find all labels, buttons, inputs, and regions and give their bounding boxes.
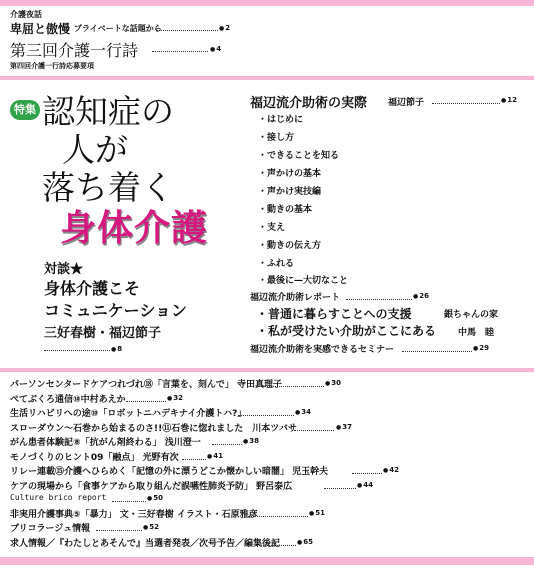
leader-dots <box>152 51 208 52</box>
contents-row-text: 生活リハビリへの途⑩「ロボットニハデキナイ介護トハ?」 <box>10 409 247 419</box>
leader-dots <box>256 545 296 546</box>
contents-row-text: リレー連載⑮介護へひらめく「記憶の外に漂うどこか懐かしい暗闇」 児玉幹夫 <box>10 467 329 477</box>
page-number: ● 30 <box>325 379 341 387</box>
leader-dots <box>294 430 334 431</box>
article-title[interactable]: 卑屈と傲慢 <box>10 22 71 36</box>
jissai-item: ・声かけの基本 <box>258 169 322 179</box>
leader-dots <box>248 516 308 517</box>
leader-dots <box>212 444 242 445</box>
feature-keyword: 身体介護 <box>60 208 209 249</box>
page-number: ● 37 <box>336 423 352 431</box>
contents-row[interactable] <box>10 421 297 434</box>
leader-dots <box>112 501 146 502</box>
jissai-item: ・動きの伝え方 <box>258 241 322 251</box>
leader-dots <box>238 415 294 416</box>
feature-badge: 特集 <box>10 100 40 120</box>
contents-row[interactable] <box>10 406 246 419</box>
contents-row[interactable] <box>10 435 201 448</box>
report-line2-author: 中馬 睦 <box>458 328 495 338</box>
jissai-title[interactable]: 福辺流介助術の実際 <box>250 96 368 111</box>
report-line2[interactable]: ・私が受けたい介助がここにある <box>256 324 437 338</box>
jissai-author: 福辺節子 <box>388 98 425 108</box>
contents-row-text: スローダウン～石巻から始まるのさ!!⑪石巻に惚れました 川本ツバサ <box>10 424 298 434</box>
jissai-item: ・動きの基本 <box>258 205 313 215</box>
poetry-sub: 第四回介護一行詩応募要項 <box>10 62 94 70</box>
jissai-item: ・接し方 <box>258 133 295 143</box>
top-pink-bar <box>0 0 534 6</box>
page-number: ● 51 <box>309 509 325 517</box>
contents-row-text: 非実用介護事典⑤「暴力」 文・三好春樹 イラスト・石原雅彦 <box>10 510 258 520</box>
jissai-item: ・声かけ実技編 <box>258 187 322 197</box>
jissai-item: ・支え <box>258 223 286 233</box>
contents-row-text: Culture brico report <box>10 493 107 502</box>
leader-dots <box>256 386 324 387</box>
jissai-item: ・できることを知る <box>258 151 340 161</box>
page-number: ● 44 <box>357 481 373 489</box>
page-number: ● 42 <box>383 466 399 474</box>
contents-row-text: 求人情報／『わたしとあそんで』当選者発表／次号予告／編集後記 <box>10 539 281 549</box>
feature-headline-line2: 人が <box>62 130 128 169</box>
contents-row[interactable] <box>10 450 179 463</box>
contents-row[interactable] <box>10 479 292 492</box>
leader-dots <box>402 351 472 352</box>
leader-dots <box>352 473 382 474</box>
contents-row-text: ぺてぶくろ通信⑩中村あえか <box>10 395 126 405</box>
taidan-title-line2[interactable]: コミュニケーション <box>44 301 188 320</box>
contents-row-text: がん患者体験記⑧「抗がん剤終わる」 浅川澄一 <box>10 438 201 448</box>
page-number: ● 12 <box>501 96 517 104</box>
page-number: ● 50 <box>147 494 163 502</box>
series-label: 介護夜話 <box>10 10 42 19</box>
jissai-item: ・はじめに <box>258 115 304 125</box>
leader-dots <box>156 30 218 31</box>
leader-dots <box>182 459 206 460</box>
page-number: ● 65 <box>297 538 313 546</box>
taidan-label: 対談★ <box>44 262 84 277</box>
contents-row-text: モノづくりのヒント09「融点」 光野有次 <box>10 453 179 463</box>
leader-dots <box>346 299 412 300</box>
jissai-item: ・最後に—大切なこと <box>258 276 349 286</box>
leader-dots <box>126 401 166 402</box>
feature-headline-line3: 落ち着く <box>42 168 174 207</box>
poetry-title[interactable]: 第三回介護一行詩 <box>10 41 139 60</box>
leader-dots <box>324 488 356 489</box>
section-divider-1 <box>0 76 534 80</box>
page-number: ● 26 <box>413 292 429 300</box>
contents-row[interactable] <box>10 392 126 405</box>
contents-row[interactable] <box>10 507 258 520</box>
article-subtitle: プライベートな話題から <box>74 24 162 33</box>
seminar-title[interactable]: 福辺流介助術を実感できるセミナー <box>250 345 395 355</box>
feature-headline-line1: 認知症の <box>42 92 174 131</box>
contents-row[interactable] <box>10 536 280 549</box>
taidan-title-line1[interactable]: 身体介護こそ <box>44 279 141 298</box>
report-title[interactable]: 福辺流介助術レポート <box>250 293 341 303</box>
page-number: ● 38 <box>243 437 259 445</box>
contents-row[interactable] <box>10 464 328 477</box>
page-number: ● 41 <box>207 452 223 460</box>
page-number: ● 4 <box>210 45 221 53</box>
page-number: ● 29 <box>473 344 489 352</box>
leader-dots <box>96 530 142 531</box>
contents-row-text: パーソンセンタードケアつれづれ⑱「言葉を、刻んで」 寺田真理子 <box>10 380 283 390</box>
contents-row[interactable] <box>10 377 282 390</box>
page-number: ● 32 <box>167 394 183 402</box>
page-number: ● 52 <box>143 523 159 531</box>
contents-row[interactable] <box>10 521 90 534</box>
page-number: ● 8 <box>111 345 122 353</box>
bottom-pink-bar <box>0 557 534 565</box>
contents-row[interactable] <box>10 493 106 502</box>
leader-dots <box>432 103 500 104</box>
section-divider-2 <box>0 368 534 372</box>
contents-row-text: ブリコラージュ情報 <box>10 524 91 534</box>
jissai-item: ・ふれる <box>258 259 295 269</box>
taidan-speakers: 三好春樹・福辺節子 <box>44 326 162 341</box>
page-number: ● 2 <box>219 24 230 32</box>
contents-row-text: ケアの現場から「食事ケアから取り組んだ誤嚥性肺炎予防」 野呂泰広 <box>10 482 293 492</box>
page-number: ● 34 <box>295 408 311 416</box>
leader-dots <box>44 350 110 351</box>
report-line1-author: 銀ちゃんの家 <box>444 310 499 320</box>
report-line1[interactable]: ・普通に暮らすことへの支援 <box>256 307 412 321</box>
